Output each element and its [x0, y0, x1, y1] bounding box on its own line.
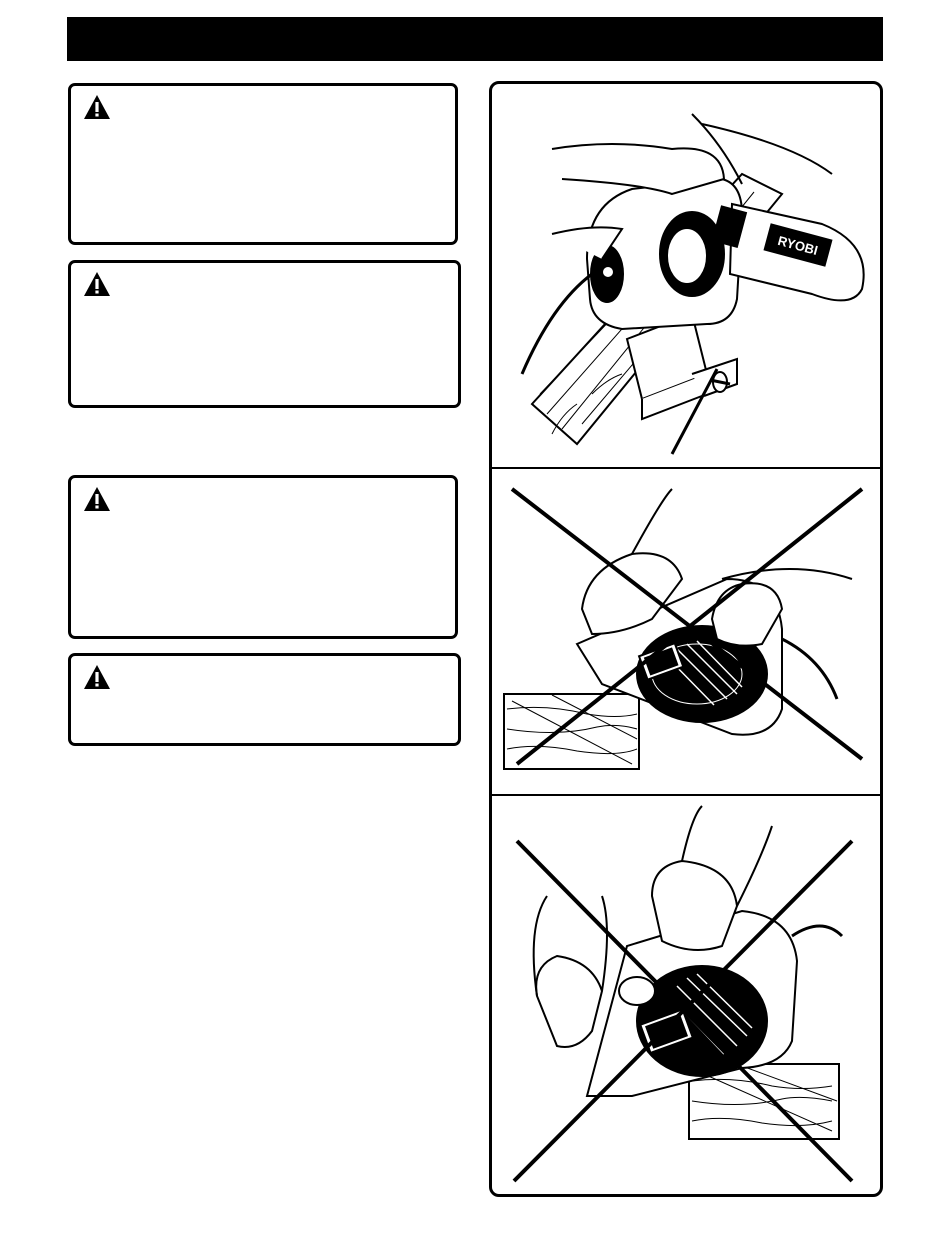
warning-box-2: [68, 260, 461, 408]
warning-triangle-icon: [83, 271, 111, 297]
planer-edge-planing-illustration: [492, 84, 880, 467]
illustration-frame: [489, 81, 883, 1197]
illustration-panel-incorrect-1: [492, 469, 880, 792]
warning-triangle-icon: [83, 486, 111, 512]
warning-triangle-icon: [83, 664, 111, 690]
planer-incorrect-usage-1-illustration: [492, 469, 880, 792]
section-header-bar: [67, 17, 883, 61]
warning-box-1: [68, 83, 458, 245]
ryobi-logo-text: RYOBI: [776, 232, 820, 258]
illustration-panel-incorrect-2: [492, 796, 880, 1194]
prohibited-x-line-2: [517, 489, 862, 764]
warning-box-4: [68, 653, 461, 746]
planer-incorrect-usage-2-illustration: [492, 796, 880, 1194]
illustration-panel-correct-planing: [492, 84, 880, 467]
warning-box-3: [68, 475, 458, 639]
warning-triangle-icon: [83, 94, 111, 120]
